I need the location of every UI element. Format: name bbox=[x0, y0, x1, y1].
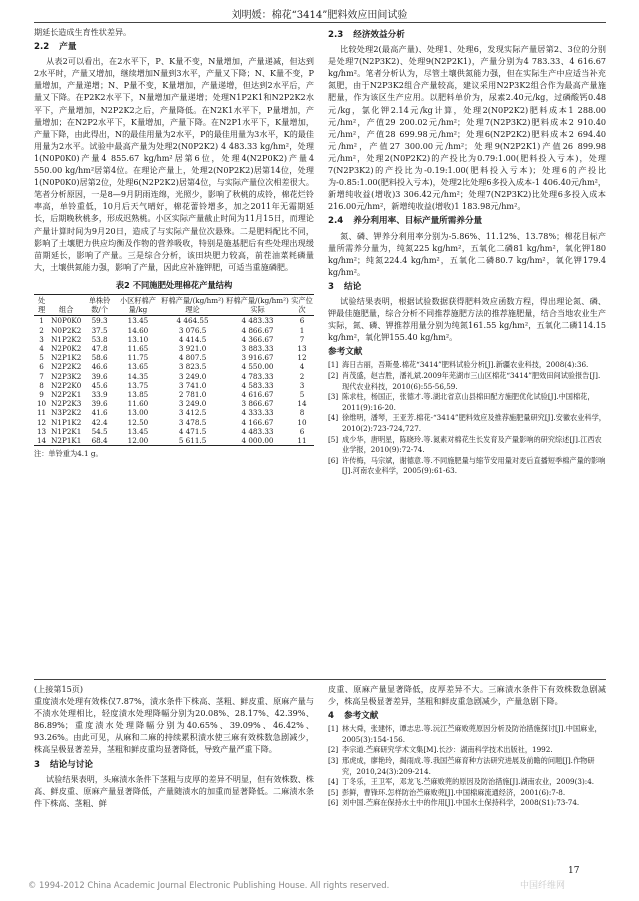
table-cell: 3 bbox=[299, 380, 305, 390]
table-cell: 2 bbox=[299, 371, 305, 381]
watermark-logo: 中国纤维网 bbox=[520, 881, 566, 891]
table-row bbox=[34, 390, 314, 399]
table-header-cell: 籽棉产量/(kg/hm²)实际 bbox=[226, 295, 289, 315]
table-cell: N2P2K1 bbox=[51, 390, 82, 399]
section-heading-3: 3 结论 bbox=[328, 281, 362, 292]
right-column bbox=[328, 26, 606, 477]
table-cell: 4 414.5 bbox=[178, 334, 207, 344]
table-cell: 4 483.33 bbox=[241, 426, 274, 436]
reference-number: [5] bbox=[328, 434, 339, 444]
table-cell: 12.50 bbox=[127, 417, 149, 427]
reference-number: [3] bbox=[328, 756, 339, 766]
running-header: 刘明媛：棉花“3414”肥料效应田间试验 bbox=[231, 10, 408, 21]
reference-text: 陈求柱，杨国正，张德才.等.湖北省京山县棉田配方施肥优化试验[J].中国棉花，2011(9):16-20. bbox=[342, 392, 595, 412]
table-cell: 3 076.5 bbox=[178, 325, 207, 335]
table-title: 表2 不同施肥处理棉花产量结构 bbox=[115, 279, 233, 290]
reference-number: [2] bbox=[328, 745, 339, 755]
table-cell: 4 550.00 bbox=[241, 362, 274, 372]
table-cell: 13.75 bbox=[127, 380, 149, 390]
table-row bbox=[34, 427, 314, 436]
table-cell: 12.00 bbox=[116, 436, 160, 446]
table-cell: 4 471.5 bbox=[178, 426, 207, 436]
page-number: 17 bbox=[568, 866, 580, 876]
table-row bbox=[34, 418, 314, 427]
table-cell: N2P3K2 bbox=[51, 371, 82, 381]
table-note: 注：单铃重为4.1 g。 bbox=[34, 449, 103, 459]
reference-text: 肖茂盛，赵吉胜，潘礼斌.2009年芜湖市三山区棉花“3414”肥效田间试验报告[J].现代农业科技，2010(6):55-56,59. bbox=[342, 371, 601, 391]
section-heading-3: 3 结论与讨论 bbox=[34, 759, 93, 770]
table-cell: 3 823.5 bbox=[178, 362, 207, 372]
paragraph: 期延长造成生育性状差异。 bbox=[34, 27, 132, 37]
reference-item bbox=[328, 456, 606, 477]
table-row bbox=[34, 362, 314, 371]
table-cell: 33.9 bbox=[91, 390, 108, 399]
yield-table bbox=[34, 294, 314, 446]
table-cell: 4 bbox=[39, 343, 44, 353]
header-divider bbox=[34, 22, 606, 23]
section-heading-2-2: 2.2 产量 bbox=[34, 42, 77, 53]
reference-text: 徐维明，潘琴，王亚芳.棉花-“3414”肥料效应及推荐施肥量研究[J].安徽农业科学，2010(2):723-724,727. bbox=[342, 413, 606, 433]
table-cell: 59.3 bbox=[91, 316, 108, 326]
reference-text: 成少华，唐明星，陈晓玲.等.氮素对棉花生长发育及产量影响的研究综述[J].江西农业学报，2010(9):72-74. bbox=[342, 434, 602, 455]
table-cell: 6 bbox=[299, 316, 305, 326]
table-cell: 3 916.67 bbox=[241, 353, 274, 363]
table-cell: 3 883.33 bbox=[241, 343, 274, 353]
left-column bbox=[34, 26, 314, 460]
reference-text: 丁冬乐，王卫军，邓龙飞.苎麻败蔸的原因及防治措施[J].湖南农业，2009(3):4. bbox=[342, 777, 595, 787]
table-header-row bbox=[34, 294, 314, 315]
table-cell: N2P2K3 bbox=[51, 399, 82, 409]
table-cell: 13.00 bbox=[127, 408, 149, 418]
table-cell: 4 616.67 bbox=[241, 390, 274, 399]
reference-number: [3] bbox=[328, 392, 339, 402]
table-cell: 4 866.67 bbox=[241, 325, 274, 335]
table-cell: 4 464.55 bbox=[176, 316, 209, 326]
table-cell: 12 bbox=[297, 353, 307, 363]
table-row bbox=[34, 381, 314, 390]
table-header-cell: 组合 bbox=[49, 294, 83, 315]
table-cell: 1 bbox=[299, 325, 305, 335]
table-cell: 14 bbox=[34, 436, 49, 446]
table-cell: 45.6 bbox=[91, 380, 108, 390]
paragraph: 从表2可以看出，在2水平下，P、K量不变，N量增加，产量递减，但达到2水平时，产量又增加，继续增加N量到3水平，产量又下降；N、K量不变，P量增加，产量递增；N、P量不变，K量增加，产量递增，但达到2水平后，产量又下降。在P2K2水平下，N量增加产量递增；处理N1P2K1和N2P2K2水平下，产量增加，N2P2K2之后，产量降低。在N2K1水平下，P量增加，产量增加；在N2P2水平下，K量增加，产量下降。在N2P1水平下，K量增加，产量下降，由此得出，N的最佳用量为2水平，P的最佳用量为3水平，K的最佳用量为2水平。试验中最高产量为处理2(N0P2K2) 4 483.33 kg/hm²，处理1(N0P0K0)产量4 855.67 kg/hm²居第6位，处理4(N2P0K2)产量4 550.00 kg/hm²居第4位。在理论产量上，处理2(N0P2K2)居第14位，处理1(N0P0K0)居第2位，处理6(N2P2K2)居第4位，与实际产量位次相差很大。笔者分析原因，一是8—9月阴雨连绵，光照少，影响了秋桃的成铃，棉花烂铃率高，单铃重低，10月后天气晴好，棉花蕾铃增多，加之2011年无霜期延长，后期晚秋桃多，形成迟熟桃。小区实际产量截止时间为11月15日，而理论产量计算时间为9月20日，造成了与实际产量位次悬殊。二是肥料配比不同，影响了土壤肥力供应均衡及作物的营养吸收，特别是施基肥后有些处理出现缓苗期延长，影响了产量。三是综合分析，该田块肥力较高，前茬油菜耗磷量大，土壤供氮能力强，影响了产量，因此应补施钾肥，可适当重施磷肥。 bbox=[34, 56, 314, 272]
paragraph: 皮重、原麻产量显著降低，皮厚差异不大。三麻渍水条件下有效株数急剧减少，株高呈极显著差异，茎粗和鲜皮重急剧减少，产量急剧下降。 bbox=[328, 684, 606, 707]
reference-number: [2] bbox=[328, 371, 339, 381]
table-cell: 5 611.5 bbox=[160, 436, 225, 446]
table-cell: 8 bbox=[299, 408, 305, 418]
table-cell: 3 249.0 bbox=[178, 399, 207, 409]
paragraph: 试验结果表明，根据试验数据获得肥料效应函数方程，得出理论氮、磷、钾最佳施肥量，综合分析不同推荐施肥方法的推荐施肥量，结合当地农业生产实际，氮、磷、钾推荐用量分别为纯氮161.55 kg/hm²，五氧化二磷114.15 kg/hm²，氧化钾155.40 kg/hm²。 bbox=[328, 295, 606, 343]
table-row bbox=[34, 436, 314, 446]
reference-text: 许传梅，马宗斌，谢德意.等.不同施肥量与缩节安用量对麦后直播短季棉产量的影响[J].河南农业科学，2005(9):61-63. bbox=[342, 455, 606, 476]
table-cell: 3 bbox=[39, 334, 44, 344]
table-cell: 4 000.00 bbox=[225, 436, 290, 446]
table-cell: N0P0K0 bbox=[51, 316, 82, 326]
table-cell: 3 249.0 bbox=[178, 371, 207, 381]
table-cell: N2P2K2 bbox=[51, 362, 82, 372]
reference-item bbox=[328, 360, 606, 371]
table-cell: 3 478.5 bbox=[178, 417, 207, 427]
table-cell: 13.85 bbox=[127, 390, 149, 399]
table-cell: 11.60 bbox=[127, 399, 149, 409]
table-cell: 4 bbox=[299, 362, 305, 372]
table-cell: 13.10 bbox=[127, 334, 149, 344]
reference-item bbox=[328, 745, 606, 756]
table-header-cell: 处理 bbox=[34, 294, 49, 315]
table-cell: 39.6 bbox=[91, 371, 108, 381]
table-cell: 14 bbox=[297, 399, 307, 409]
table-cell: 11.65 bbox=[127, 343, 149, 353]
table-cell: 12 bbox=[36, 417, 47, 427]
table-cell: 2 781.0 bbox=[178, 390, 207, 399]
table-row bbox=[34, 335, 314, 344]
table-cell: 14.60 bbox=[127, 325, 149, 335]
copyright-footer: © 1994-2012 China Academic Journal Electronic Publishing House. All rights reserved. bbox=[28, 880, 390, 890]
table-cell: N2P1K1 bbox=[51, 436, 82, 446]
reference-item bbox=[328, 798, 606, 809]
table-cell: N2P0K2 bbox=[51, 343, 82, 353]
table-row bbox=[34, 344, 314, 353]
table-cell: 4 333.33 bbox=[241, 408, 274, 418]
table-cell: 11.75 bbox=[127, 353, 149, 363]
table-cell: 68.4 bbox=[83, 436, 116, 446]
table-cell: 5 bbox=[39, 353, 44, 363]
table-cell: 13 bbox=[297, 343, 307, 353]
reference-item bbox=[328, 371, 606, 392]
table-header-cell: 小区籽棉产量/kg bbox=[116, 294, 160, 315]
bottom-left-column bbox=[34, 683, 314, 809]
reference-item bbox=[328, 392, 606, 413]
table-cell: N1P2K1 bbox=[51, 426, 82, 436]
reference-text: 彭鲜，曹锋环.怎样防治苎麻败蔸[J].中国棉麻流通经济，2001(6):7-8. bbox=[342, 787, 566, 797]
table-cell: 47.8 bbox=[91, 343, 108, 353]
reference-number: [6] bbox=[328, 798, 339, 808]
reference-list bbox=[328, 724, 606, 809]
table-cell: 2 bbox=[39, 325, 44, 335]
table-cell: 3 412.5 bbox=[178, 408, 207, 418]
table-header-cell: 单株铃数/个 bbox=[83, 294, 116, 315]
table-cell: 14.35 bbox=[127, 371, 149, 381]
reference-number: [5] bbox=[328, 787, 339, 797]
table-cell: N1P2K2 bbox=[51, 334, 82, 344]
table-cell: N2P1K2 bbox=[51, 353, 82, 363]
table-cell: 8 bbox=[39, 380, 44, 390]
table-row bbox=[34, 399, 314, 408]
table-cell: 58.6 bbox=[91, 353, 108, 363]
table-row bbox=[34, 408, 314, 417]
reference-item bbox=[328, 777, 606, 788]
table-cell: 6 bbox=[39, 362, 44, 372]
table-cell: 3 866.67 bbox=[241, 399, 274, 409]
table-cell: 37.5 bbox=[91, 325, 108, 335]
reference-text: 海日古丽，吾斯曼.棉花“3414”肥料试验分析[J].新疆农业科技，2008(4):36. bbox=[342, 360, 589, 370]
section-heading-2-4: 2.4 养分利用率、目标产量所需养分量 bbox=[328, 216, 483, 227]
table-cell: 4 366.67 bbox=[241, 334, 274, 344]
table-cell: 13.65 bbox=[127, 362, 149, 372]
reference-text: 刘中国.苎麻在保持水土中的作用[J].中国水土保持科学，2008(S1):73-74. bbox=[342, 798, 580, 808]
table-cell: 4 807.5 bbox=[178, 353, 207, 363]
paragraph: 试验结果表明，头麻渍水条件下茎粗与皮厚的差异不明显，但有效株数、株高、鲜皮重、原麻产量显著降低，产量随渍水的加重而显著降低。二麻渍水条件下株高、茎粗、鲜 bbox=[34, 773, 314, 808]
table-cell: N3P2K2 bbox=[51, 408, 82, 418]
reference-text: 邢虎成，廖艳玲，揭雨成.等.我国苎麻育种方法研究进展及前瞻的问题[J].作物研究，2010,24(3):209-214. bbox=[342, 756, 595, 776]
table-cell: 11 bbox=[290, 436, 314, 446]
reference-item bbox=[328, 756, 606, 777]
table-row bbox=[34, 326, 314, 335]
reference-text: 林大舜，张建怀，谭志忠.等.沅江苎麻败蔸原因分析及防治措施探讨[J].中国麻业，2005(3):154-156. bbox=[342, 724, 602, 744]
table-cell: N1P1K2 bbox=[51, 417, 82, 427]
table-cell: 54.5 bbox=[91, 426, 108, 436]
table-row bbox=[34, 353, 314, 362]
table-header-cell: 籽棉产量/(kg/hm²)理论 bbox=[161, 295, 224, 315]
table-row bbox=[34, 316, 314, 326]
table-cell: 13 bbox=[36, 426, 47, 436]
table-cell: 3 741.0 bbox=[178, 380, 207, 390]
reference-item bbox=[328, 413, 606, 434]
table-cell: 13.45 bbox=[127, 426, 149, 436]
reference-number: [4] bbox=[328, 413, 339, 423]
table-cell: 13.45 bbox=[127, 316, 149, 326]
table-cell: 42.4 bbox=[91, 417, 108, 427]
reference-number: [6] bbox=[328, 455, 339, 465]
references-heading: 参考文献 bbox=[328, 347, 363, 358]
table-cell: 11 bbox=[36, 408, 47, 418]
reference-item bbox=[328, 724, 606, 745]
table-cell: 5 bbox=[299, 390, 305, 399]
table-cell: 3 921.0 bbox=[178, 343, 207, 353]
table-cell: 4 583.33 bbox=[241, 380, 274, 390]
table-header-cell: 实产位次 bbox=[291, 295, 313, 315]
table-cell: 4 166.67 bbox=[241, 417, 274, 427]
bottom-right-column bbox=[328, 683, 606, 809]
table-body bbox=[34, 316, 314, 446]
table-cell: 39.6 bbox=[91, 399, 108, 409]
table-cell: 41.6 bbox=[91, 408, 108, 418]
table-cell: 53.8 bbox=[91, 334, 108, 344]
table-cell: 9 bbox=[39, 390, 44, 399]
paragraph: 重度渍水处理有效株仅7.87%，渍水条件下株高、茎粗、鲜皮重、原麻产量与不渍水处理相比，轻度渍水处理降幅分别为20.08%、28.17%、42.39%、86.89%；重度渍水处理降幅分别为40.65%、39.09%、46.42%、93.26%。由此可见，从麻和二麻的持续累积渍水使三麻有效株数急剧减少，株高呈极显著差异，茎粗和鲜皮重均显著降低，导致产量严重下降。 bbox=[34, 696, 314, 755]
table-cell: 4 783.33 bbox=[241, 371, 274, 381]
reference-number: [1] bbox=[328, 724, 339, 734]
reference-list bbox=[328, 360, 606, 477]
reference-number: [4] bbox=[328, 777, 339, 787]
references-heading: 4 参考文献 bbox=[328, 711, 379, 722]
table-row bbox=[34, 372, 314, 381]
table-cell: 7 bbox=[299, 334, 305, 344]
table-cell: 6 bbox=[299, 426, 305, 436]
table-cell: N2P2K0 bbox=[51, 380, 82, 390]
table-cell: 1 bbox=[39, 316, 44, 326]
paragraph: 氮、磷、钾养分利用率分别为-5.86%、11.12%、13.78%；棉花目标产量所需养分量为，纯氮225 kg/hm²，五氧化二磷81 kg/hm²，氧化钾180 kg/hm²；纯氮224.4 kg/hm²，五氧化二磷80.7 kg/hm²，氧化钾179.4 kg/hm²。 bbox=[328, 230, 606, 277]
table-cell: 46.6 bbox=[91, 362, 108, 372]
article-separator bbox=[34, 679, 606, 680]
table-cell: 4 483.33 bbox=[241, 316, 274, 326]
continued-marker: (上接第15页) bbox=[34, 684, 83, 694]
reference-item bbox=[328, 788, 606, 799]
table-cell: 10 bbox=[297, 417, 307, 427]
table-cell: 7 bbox=[39, 371, 44, 381]
table-cell: N0P2K2 bbox=[51, 325, 82, 335]
reference-item bbox=[328, 435, 606, 456]
table-cell: 10 bbox=[36, 399, 47, 409]
reference-number: [1] bbox=[328, 360, 339, 370]
section-heading-2-3: 2.3 经济效益分析 bbox=[328, 30, 405, 40]
reference-text: 李宗道.苎麻研究学术文集[M].长沙：湖南科学技术出版社，1992. bbox=[342, 745, 553, 755]
paragraph: 比较处理2(最高产量)、处理1、处理6，发现实际产量居第2、3位的分别是处理7(N2P3K2)、处理9(N2P2K1)，产量分别为4 783.33、4 616.67 kg/hm²。笔者分析认为，尽管土壤供氮能力强，但在实际生产中应适当补充氮肥，由于N2P3K2组合产量较高，建议采用N2P3K2组合作为最高产量施肥量，作为该区生产应用。以肥料单价为，尿素2.40元/kg，过磷酸钙0.48元/kg，氯化钾2.14元/kg计算，处理2(N0P2K2)肥料成本1 288.00元/hm²，产值29 200.02元/hm²；处理7(N2P3K2)肥料成本2 910.40元/hm²，产值28 699.98元/hm²；处理6(N2P2K2)肥料成本2 694.40元/hm²，产值27 300.00元/hm²；处理9(N2P2K1)产值26 899.98元/hm²，处理2(N0P2K2)的产投比为0.79:1.00(肥料投入亏本)，处理7(N2P3K2)的产投比为-0.19:1.00(肥料投入亏本)；处理6的产投比为-0.85:1.00(肥料投入亏本)，处理2比处理6多投入成本-1 406.40元/hm²，新增纯收益(增收)3 306.42元/hm²；处理7(N2P3K2)比处理6多投入成本216.00元/hm²，新增纯收益(增收)1 183.98元/hm²。 bbox=[328, 44, 606, 212]
